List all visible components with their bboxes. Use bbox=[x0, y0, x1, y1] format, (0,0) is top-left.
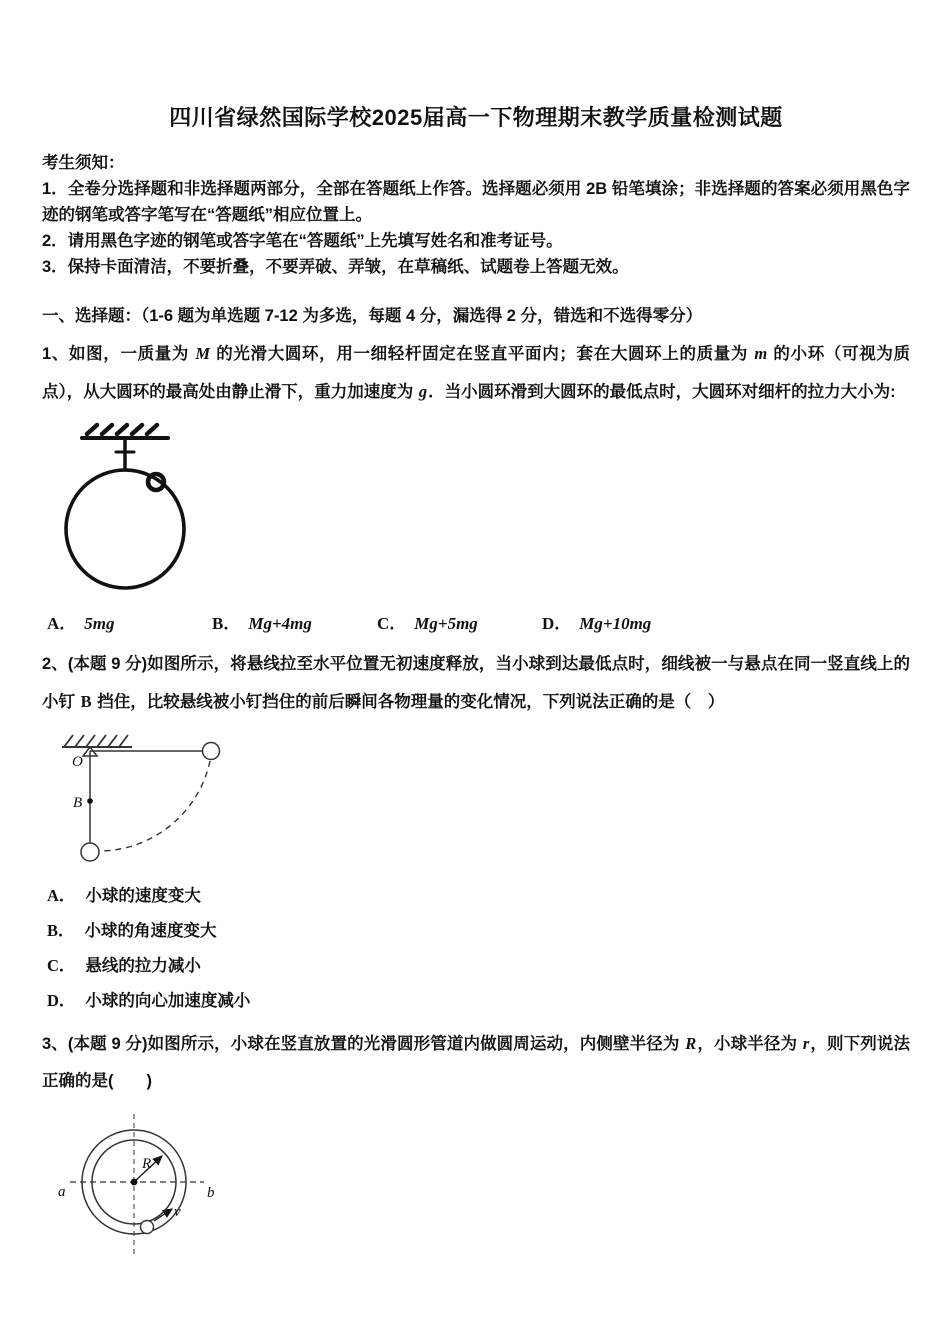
q2-var-B: B bbox=[80, 692, 92, 711]
q1-option-d-label: D． bbox=[542, 614, 572, 633]
q1-option-c bbox=[377, 609, 542, 634]
q1-option-b-formula: Mg+4mg bbox=[248, 614, 312, 633]
q2-option-d bbox=[47, 990, 910, 1012]
q1-option-d-formula: Mg+10mg bbox=[579, 614, 652, 633]
q3-stem-text-3: ，则下列说法正确的是( ) bbox=[42, 1035, 911, 1090]
pivot-label-O: O bbox=[72, 754, 83, 770]
q1-option-b-label: B． bbox=[212, 614, 241, 633]
ball-in-tube bbox=[141, 1221, 154, 1234]
q2-option-a-label: A． bbox=[47, 886, 76, 905]
q3-stem-text-2: ，小球半径为 bbox=[697, 1035, 802, 1053]
q2-option-a bbox=[47, 885, 910, 907]
ball-initial-position bbox=[203, 743, 220, 760]
q1-option-d bbox=[542, 609, 651, 634]
q1-option-c-label: C． bbox=[377, 614, 407, 633]
ceiling-hatch-icon bbox=[64, 735, 128, 747]
q2-option-d-label: D． bbox=[47, 991, 76, 1010]
q1-stem-text-3: 的小环（可视为质点），从大圆环的最高处由静止滑下，重力加速度为 bbox=[42, 345, 911, 401]
q1-stem-text-4: ．当小圆环滑到大圆环的最低点时，大圆环对细杆的拉力大小为: bbox=[428, 383, 896, 401]
right-point-label-b: b bbox=[207, 1185, 215, 1201]
notice-item-3: 3．保持卡面清洁，不要折叠，不要弄破、弄皱，在草稿纸、试题卷上答题无效。 bbox=[42, 258, 629, 276]
q1-stem-text-2: 的光滑大圆环，用一细轻杆固定在竖直平面内；套在大圆环上的质量为 bbox=[211, 345, 754, 363]
q2-stem-text-1: 2、(本题 9 分)如图所示，将悬线拉至水平位置无初速度释放，当小球到达最低点时，细线被一与悬点在同一竖直线上的小钉 bbox=[42, 655, 910, 711]
notice-item-1: 1．全卷分选择题和非选择题两部分，全部在答题纸上作答。选择题必须用 2B 铅笔填涂；非选择题的答案必须用黑色字迹的钢笔或答字笔写在“答题纸”相应位置上。 bbox=[42, 180, 910, 224]
q3-stem-text-1: 3、(本题 9 分)如图所示，小球在竖直放置的光滑圆形管道内做圆周运动，内侧壁半径为 bbox=[42, 1035, 685, 1053]
large-ring bbox=[66, 470, 184, 588]
q2-option-b bbox=[47, 920, 910, 942]
notice-block bbox=[42, 150, 910, 280]
q1-options bbox=[47, 609, 910, 634]
q3-stem bbox=[42, 1025, 910, 1100]
q1-var-M: M bbox=[195, 344, 210, 363]
radius-label-R: R bbox=[142, 1156, 152, 1172]
q1-var-g: g bbox=[418, 382, 428, 401]
q2-option-c-label: C． bbox=[47, 956, 76, 975]
q2-option-c-text: 悬线的拉力减小 bbox=[85, 957, 201, 975]
ball-lowest-position bbox=[81, 843, 99, 861]
q2-option-a-text: 小球的速度变大 bbox=[85, 887, 201, 905]
q1-option-a-formula: 5mg bbox=[84, 614, 115, 633]
q1-stem bbox=[42, 335, 910, 411]
notice-heading: 考生须知： bbox=[42, 154, 125, 172]
q1-option-c-formula: Mg+5mg bbox=[414, 614, 478, 633]
nail-point-B bbox=[87, 798, 93, 804]
q3-var-r: r bbox=[802, 1034, 810, 1053]
q1-figure-ring-on-rod bbox=[54, 421, 204, 593]
notice-item-2: 2．请用黑色字迹的钢笔或答字笔在“答题纸”上先填写姓名和准考证号。 bbox=[42, 232, 563, 250]
q1-stem-text-1: 1、如图，一质量为 bbox=[42, 345, 195, 363]
ceiling-hatch-icon bbox=[87, 425, 157, 434]
q2-options bbox=[47, 885, 910, 1012]
page-title: 四川省绿然国际学校2025届高一下物理期末教学质量检测试题 bbox=[169, 105, 783, 130]
q3-var-R: R bbox=[685, 1034, 697, 1053]
q2-option-b-label: B． bbox=[47, 921, 75, 940]
q1-option-b bbox=[212, 609, 377, 634]
q1-var-m: m bbox=[754, 344, 768, 363]
q2-option-d-text: 小球的向心加速度减小 bbox=[85, 992, 251, 1010]
left-point-label-a: a bbox=[58, 1184, 66, 1200]
swing-path-dashed-arc bbox=[101, 761, 210, 851]
velocity-label-v: v bbox=[174, 1204, 181, 1220]
q2-stem bbox=[42, 646, 910, 721]
q3-figure-circular-tube bbox=[54, 1108, 222, 1263]
q2-stem-text-2: 挡住，比较悬线被小钉挡住的前后瞬间各物理量的变化情况，下列说法正确的是（ ） bbox=[92, 693, 725, 711]
q2-option-b-text: 小球的角速度变大 bbox=[84, 922, 217, 940]
section-heading: 一、选择题：（1-6 题为单选题 7-12 为多选，每题 4 分，漏选得 2 分，错选和不选得零分） bbox=[42, 307, 703, 325]
q1-option-a-label: A． bbox=[47, 614, 77, 633]
nail-label-B: B bbox=[73, 795, 83, 811]
q2-figure-pendulum bbox=[50, 725, 262, 871]
q2-option-c bbox=[47, 955, 910, 977]
q1-option-a bbox=[47, 609, 212, 634]
